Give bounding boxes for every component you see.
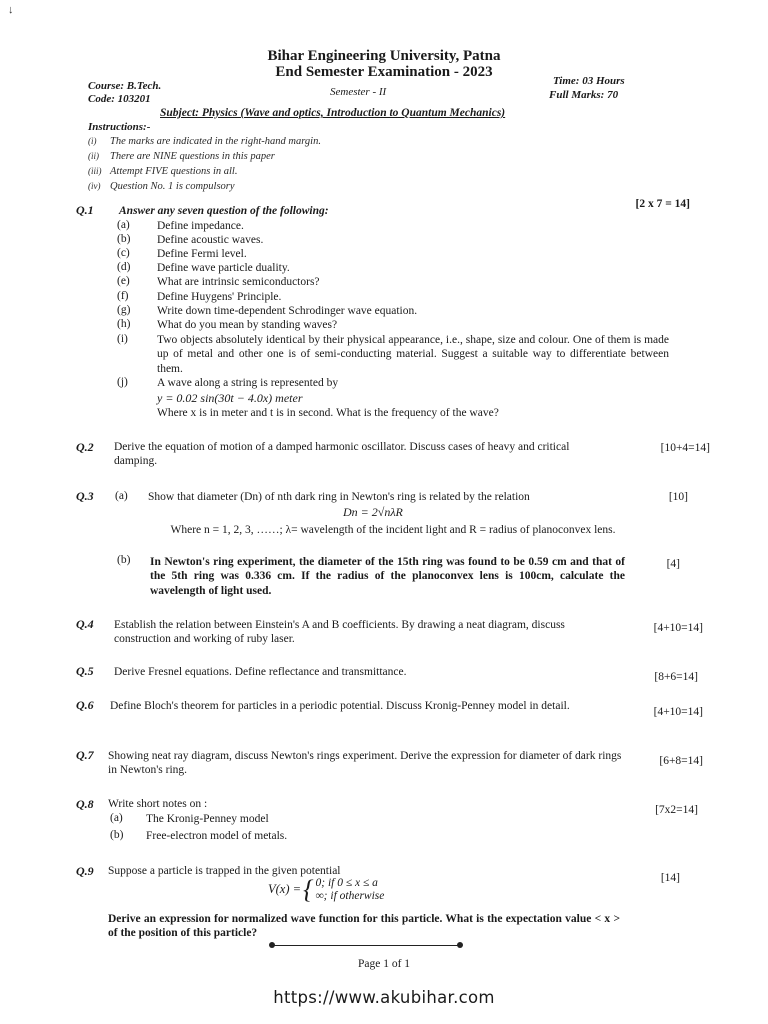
corner-mark: ↓	[8, 4, 14, 16]
instruction-item: (ii) There are NINE questions in this paper	[88, 151, 275, 162]
part-text: What are intrinsic semiconductors?	[157, 276, 320, 288]
question-text: Derive the equation of motion of a damped harmonic oscillator. Discuss cases of heavy and critical damping.	[114, 441, 570, 468]
time-label: Time: 03 Hours	[553, 75, 625, 87]
part-text: In Newton's ring experiment, the diameter of the 15th ring was found to be 0.59 cm and that of the 5th ring was 0.336 cm. If the radius of the planoconvex lens is 100cm, calculate the wavelength of light used.	[150, 556, 625, 597]
subject-line: Subject: Physics (Wave and optics, Introduction to Quantum Mechanics)	[160, 107, 506, 119]
part-label: (b)	[117, 554, 131, 566]
part-marks: [10]	[668, 491, 688, 503]
course-label: Course: B.Tech.	[88, 80, 162, 92]
full-marks-label: Full Marks: 70	[549, 89, 619, 101]
part-text: Show that diameter (Dn) of nth dark ring in Newton's ring is related by the relation	[148, 491, 530, 503]
instruction-item: (i) The marks are indicated in the right-hand margin.	[88, 136, 321, 147]
case-two: ∞; if otherwise	[315, 890, 385, 902]
question-marks: [7x2=14]	[655, 804, 698, 816]
instructions-heading: Instructions:-	[88, 121, 151, 133]
part-label: (g)	[117, 304, 131, 316]
question-text: Define Bloch's theorem for particles in a periodic potential. Discuss Kronig-Penney model in detail.	[110, 700, 570, 712]
question-text: Establish the relation between Einstein's A and B coefficients. By drawing a neat diagram, discuss construction and working of ruby laser.	[114, 619, 565, 646]
part-label: (b)	[117, 233, 131, 245]
question-text: Suppose a particle is trapped in the given potential	[108, 865, 341, 877]
question-number: Q.2	[76, 440, 94, 454]
part-label: (b)	[110, 829, 124, 841]
part-label: (a)	[110, 812, 123, 824]
newton-ring-equation: Dn = 2√nλR	[343, 505, 403, 519]
case-one: 0; if 0 ≤ x ≤ a	[315, 877, 378, 889]
question-number: Q.9	[76, 864, 94, 878]
part-marks: [4]	[666, 558, 680, 570]
question-text: Answer any seven question of the following:	[119, 205, 329, 217]
potential-equation	[268, 877, 384, 903]
question-marks: [4+10=14]	[653, 706, 703, 718]
part-label: (j)	[117, 376, 128, 388]
question-marks: [10+4=14]	[660, 442, 710, 454]
part-text: Write down time-dependent Schrodinger wave equation.	[157, 305, 418, 317]
question-text: Derive Fresnel equations. Define reflectance and transmittance.	[114, 666, 407, 678]
part-text: Define Fermi level.	[157, 248, 247, 260]
watermark-url: https://www.akubihar.com	[273, 988, 495, 1007]
part-label: (h)	[117, 318, 131, 330]
instruction-item: (iii) Attempt FIVE questions in all.	[88, 166, 238, 177]
question-marks: [4+10=14]	[653, 622, 703, 634]
part-text: Two objects absolutely identical by their physical appearance, i.e., shape, size and colour. One of them is made up of metal and other one is of semi-conducting material. Suggest a suitable way to differentiate between them.	[157, 334, 669, 375]
exam-title: End Semester Examination - 2023	[275, 64, 493, 80]
question-marks: [6+8=14]	[659, 755, 703, 767]
part-text: Where n = 1, 2, 3, ……; λ= wavelength of the incident light and R = radius of planoconvex lens.	[170, 524, 616, 536]
university-name: Bihar Engineering University, Patna	[267, 48, 501, 64]
part-text: Define Huygens' Principle.	[157, 291, 282, 303]
part-text: Define impedance.	[157, 220, 244, 232]
brace-symbol: {	[303, 875, 314, 904]
part-label: (i)	[117, 333, 128, 345]
instruction-item: (iv) Question No. 1 is compulsory	[88, 181, 235, 192]
part-text: What do you mean by standing waves?	[157, 319, 338, 331]
part-label: (d)	[117, 261, 131, 273]
semester-label: Semester - II	[330, 86, 387, 98]
part-text: A wave along a string is represented by	[157, 377, 339, 389]
question-text: Write short notes on :	[108, 798, 208, 810]
question-number: Q.4	[76, 617, 94, 631]
part-text: Where x is in meter and t is in second. What is the frequency of the wave?	[157, 407, 499, 419]
page-number: Page 1 of 1	[357, 958, 411, 970]
part-label: (a)	[115, 490, 128, 502]
part-text: Define wave particle duality.	[157, 262, 290, 274]
equation-lhs: V(x) =	[268, 881, 302, 896]
question-marks: [2 x 7 = 14]	[635, 198, 690, 210]
part-text: The Kronig-Penney model	[146, 813, 269, 825]
part-text: Free-electron model of metals.	[146, 830, 288, 842]
question-marks: [14]	[660, 872, 680, 884]
wave-equation: y = 0.02 sin(30t − 4.0x) meter	[157, 391, 303, 405]
footer-rule	[272, 945, 460, 946]
question-number: Q.7	[76, 748, 94, 762]
question-number: Q.6	[76, 698, 94, 712]
question-number: Q.1	[76, 203, 94, 217]
question-text: Derive an expression for normalized wave function for this particle. What is the expectation value < x > of the position of this particle?	[108, 913, 620, 940]
question-marks: [8+6=14]	[654, 671, 698, 683]
question-number: Q.3	[76, 489, 94, 503]
part-label: (f)	[117, 290, 129, 302]
question-text: Showing neat ray diagram, discuss Newton's rings experiment. Derive the expression for diameter of dark rings in Newton's ring.	[108, 750, 622, 777]
question-number: Q.8	[76, 797, 94, 811]
code-label: Code: 103201	[88, 93, 151, 105]
part-label: (a)	[117, 219, 130, 231]
part-label: (e)	[117, 275, 130, 287]
part-text: Define acoustic waves.	[157, 234, 264, 246]
question-number: Q.5	[76, 664, 94, 678]
equation-cases	[315, 877, 384, 903]
part-label: (c)	[117, 247, 130, 259]
